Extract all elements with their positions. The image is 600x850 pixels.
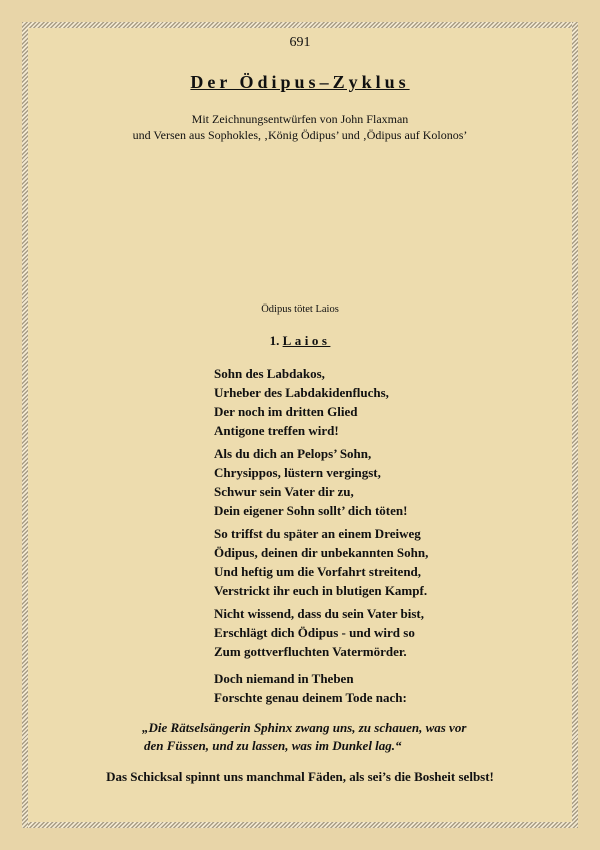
stanza-4 <box>214 604 424 661</box>
verse-line: Ödipus, deinen dir unbekannten Sohn, <box>214 545 429 560</box>
stanza-5 <box>214 669 407 707</box>
closing-line: Das Schicksal spinnt uns manchmal Fäden, als sei’s die Bosheit selbst! <box>106 769 494 784</box>
verse-line: Antigone treffen wird! <box>214 423 339 438</box>
section-heading <box>0 333 600 349</box>
verse-line: Der noch im dritten Glied <box>214 404 358 419</box>
verse-line: Zum gottverfluchten Vatermörder. <box>214 644 407 659</box>
verse-line: Nicht wissend, dass du sein Vater bist, <box>214 606 424 621</box>
verse-line: So triffst du später an einem Dreiweg <box>214 526 421 541</box>
stanza-1 <box>214 364 389 440</box>
verse-line: Doch niemand in Theben <box>214 671 354 686</box>
verse-line: Chrysippos, lüstern vergingst, <box>214 465 381 480</box>
verse-line: Schwur sein Vater dir zu, <box>214 484 354 499</box>
verse-line: Dein eigener Sohn sollt’ dich töten! <box>214 503 408 518</box>
border-top <box>22 22 578 28</box>
stanza-2 <box>214 444 407 520</box>
stanza-3 <box>214 524 428 600</box>
verse-line: Erschlägt dich Ödipus - und wird so <box>214 625 415 640</box>
verse-line: Sohn des Labdakos, <box>214 366 325 381</box>
page-title: Der Ödipus–Zyklus <box>190 72 410 92</box>
quote-line-1: „Die Rätselsängerin Sphinx zwang uns, zu schauen, was vor <box>142 720 467 735</box>
section-number: 1. <box>269 333 280 348</box>
verse-line: Forschte genau deinem Tode nach: <box>214 690 407 705</box>
image-caption: Ödipus tötet Laios <box>261 304 339 315</box>
verse-line: Als du dich an Pelops’ Sohn, <box>214 446 372 461</box>
sphinx-quote <box>142 719 466 755</box>
page-number: 691 <box>289 35 311 50</box>
subtitle-line-1: Mit Zeichnungsentwürfen von John Flaxman <box>191 112 409 126</box>
verse-line: Urheber des Labdakidenfluchs, <box>214 385 389 400</box>
verse-line: Verstrickt ihr euch in blutigen Kampf. <box>214 583 428 598</box>
quote-line-2: den Füssen, und zu lassen, was im Dunkel lag.“ <box>144 738 402 753</box>
border-bottom <box>22 822 578 828</box>
section-name: Laios <box>282 333 331 348</box>
subtitle-line-2: und Versen aus Sophokles, ‚König Ödipus’ und ‚Ödipus auf Kolonos’ <box>132 128 468 142</box>
verse-line: Und heftig um die Vorfahrt streitend, <box>214 564 422 579</box>
